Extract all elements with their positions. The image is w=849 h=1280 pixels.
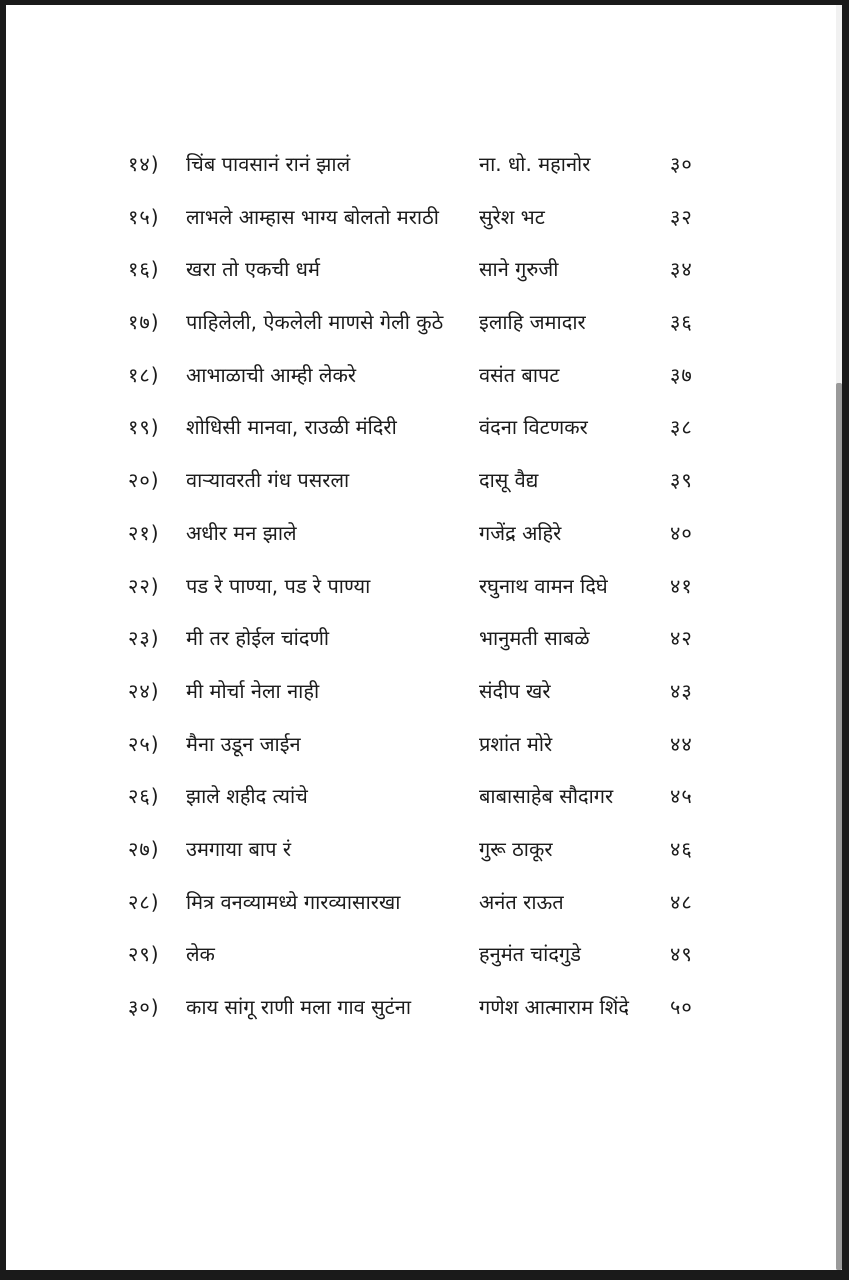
toc-entry-page: ३८ [670, 415, 693, 440]
toc-entry-number: २६) [128, 784, 160, 809]
toc-row [6, 772, 836, 825]
toc-entry-author: सुरेश भट [479, 204, 545, 229]
toc-entry-number: २१) [128, 520, 160, 545]
toc-row [6, 667, 836, 720]
toc-entry-page: ४१ [670, 573, 693, 598]
toc-entry-number: २८) [128, 889, 160, 914]
toc-entry-title: आभाळाची आम्ही लेकरे [186, 362, 357, 387]
toc-entry-number: २५) [128, 731, 160, 756]
toc-entry-title: मी मोर्चा नेला नाही [186, 678, 320, 703]
toc-entry-title: शोधिसी मानवा, राउळी मंदिरी [186, 415, 397, 440]
toc-entry-title: मित्र वनव्यामध्ये गारव्यासारखा [186, 889, 401, 914]
toc-row [6, 245, 836, 298]
toc-entry-page: ३७ [670, 362, 693, 387]
toc-entry-title: काय सांगू राणी मला गाव सुटंना [186, 995, 412, 1019]
toc-row [6, 351, 836, 404]
toc-entry-title: उमगाया बाप रं [186, 836, 291, 861]
toc-entry-number: ३०) [128, 995, 160, 1019]
toc-entry-title: चिंब पावसानं रानं झालं [186, 152, 351, 176]
toc-entry-page: ३४ [670, 257, 693, 282]
toc-entry-author: ना. धो. महानोर [479, 152, 591, 176]
toc-entry-title: मी तर होईल चांदणी [186, 626, 330, 651]
toc-row [6, 878, 836, 931]
toc-entry-author: प्रशांत मोरे [479, 731, 553, 756]
toc-entry-number: १४) [128, 152, 160, 176]
toc-entry-page: ३६ [670, 310, 693, 335]
toc-entry-author: वंदना विटणकर [479, 415, 588, 440]
toc-entry-title: खरा तो एकची धर्म [186, 257, 320, 282]
toc-entry-title: अधीर मन झाले [186, 520, 297, 545]
table-of-contents [6, 140, 836, 1036]
toc-row [6, 983, 836, 1036]
scrollbar-thumb[interactable] [836, 383, 842, 1270]
toc-entry-page: ४४ [670, 731, 693, 756]
toc-entry-page: ४० [670, 520, 693, 545]
toc-entry-title: मैना उडून जाईन [186, 731, 301, 756]
toc-entry-page: ५० [670, 995, 693, 1019]
toc-row [6, 193, 836, 246]
toc-entry-author: दासू वैद्य [479, 468, 539, 493]
toc-entry-page: ४५ [670, 784, 693, 809]
toc-entry-author: वसंत बापट [479, 362, 560, 387]
toc-entry-number: १७) [128, 310, 160, 335]
toc-entry-author: इलाहि जमादार [479, 310, 586, 335]
toc-row [6, 403, 836, 456]
toc-row [6, 614, 836, 667]
toc-row [6, 140, 836, 193]
toc-entry-title: पाहिलेली, ऐकलेली माणसे गेली कुठे [186, 310, 444, 335]
toc-entry-author: गजेंद्र अहिरे [479, 520, 562, 545]
toc-entry-number: २२) [128, 573, 160, 598]
toc-entry-page: ३९ [670, 468, 693, 493]
toc-entry-author: हनुमंत चांदगुडे [479, 942, 581, 967]
toc-entry-author: बाबासाहेब सौदागर [479, 784, 614, 809]
toc-entry-page: ३० [670, 152, 693, 176]
toc-entry-number: १६) [128, 257, 160, 282]
toc-row [6, 298, 836, 351]
toc-entry-page: ४३ [670, 678, 693, 703]
toc-row [6, 825, 836, 878]
toc-entry-title: वाऱ्यावरती गंध पसरला [186, 468, 350, 493]
toc-entry-number: २०) [128, 468, 160, 493]
toc-row [6, 456, 836, 509]
toc-entry-author: भानुमती साबळे [479, 626, 590, 651]
toc-entry-page: ४८ [670, 889, 693, 914]
toc-entry-page: ४२ [670, 626, 693, 651]
toc-entry-page: ३२ [670, 204, 693, 229]
document-page [6, 5, 836, 1270]
toc-entry-page: ४६ [670, 836, 693, 861]
toc-entry-number: १८) [128, 362, 160, 387]
toc-entry-number: १५) [128, 204, 160, 229]
toc-entry-title: झाले शहीद त्यांचे [186, 784, 308, 809]
toc-row [6, 562, 836, 615]
toc-entry-number: २३) [128, 626, 160, 651]
toc-row [6, 509, 836, 562]
toc-entry-author: गुरू ठाकूर [479, 836, 553, 861]
toc-entry-number: १९) [128, 415, 160, 440]
toc-row [6, 720, 836, 773]
toc-entry-title: लेक [186, 942, 215, 967]
toc-entry-author: गणेश आत्माराम शिंदे [479, 995, 629, 1019]
toc-entry-author: रघुनाथ वामन दिघे [479, 573, 608, 598]
toc-entry-number: २७) [128, 836, 160, 861]
scrollbar-track[interactable] [836, 5, 842, 1270]
toc-entry-number: २९) [128, 942, 160, 967]
toc-entry-title: लाभले आम्हास भाग्य बोलतो मराठी [186, 204, 439, 229]
toc-entry-author: अनंत राऊत [479, 889, 564, 914]
toc-row [6, 930, 836, 983]
toc-entry-page: ४९ [670, 942, 693, 967]
toc-entry-number: २४) [128, 678, 160, 703]
toc-entry-author: साने गुरुजी [479, 257, 559, 282]
toc-entry-title: पड रे पाण्या, पड रे पाण्या [186, 573, 371, 598]
toc-entry-author: संदीप खरे [479, 678, 551, 703]
